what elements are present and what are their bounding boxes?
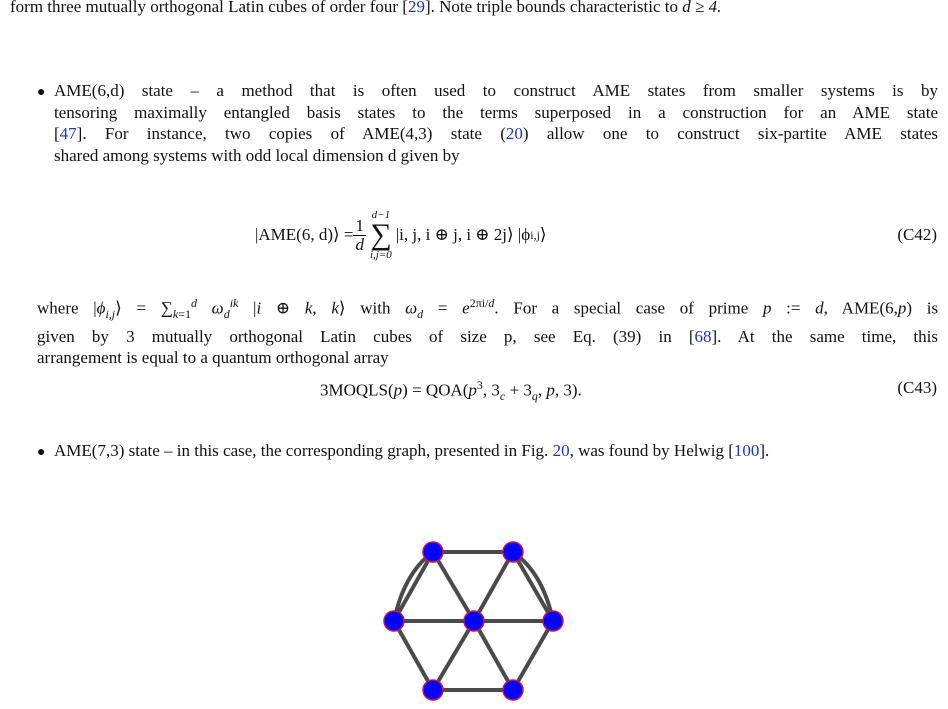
item-ame7: AME(7,3) state – in this case, the corresponding graph, presented in Fig. 20, was found by Helwig [100]. (54, 441, 770, 460)
top-line (10, 0, 721, 17)
graph-nodes (384, 542, 563, 700)
top-line-post: ]. Note triple bounds characteristic to (424, 0, 683, 16)
item-ame6-line3: [47]. For instance, two copies of AME(4,3) state (20) allow one to construct six-partite AME states (54, 124, 938, 143)
graph-node-left (384, 611, 404, 631)
citation-100[interactable]: 100 (733, 441, 760, 460)
equation-number-c42: (C42) (897, 225, 937, 244)
item-ame6 (54, 80, 938, 166)
citation-29[interactable]: 29 (407, 0, 425, 16)
equation-c43: 3MOQLS(p) = $QOA(p^3$, $3_c + 3_q$, p, 3). (320, 378, 582, 404)
graph-edge-curved (394, 552, 433, 621)
after-c42-line2: given by 3 mutually orthogonal Latin cubes of size p, see Eq. (39) in [68]. At the same time, this (37, 326, 938, 346)
graph-edge-curved (513, 552, 553, 621)
bullet-2: ● (37, 445, 46, 460)
graph-edge (474, 621, 513, 690)
graph-edge (394, 552, 433, 621)
bullet-1: ● (37, 85, 46, 100)
graph-node-top-left (423, 542, 443, 562)
equation-c42: |AME(6, d)⟩ = $\frac{1}{d}$ d−1 ∑ i,j=0 |i, j, i ⊕ j, i ⊕ 2j⟩ |ϕ i,j ⟩ (255, 209, 547, 261)
after-c42-line1: where $|\phi_{i,j}⟩ = \sum_{k=1}^d$ $\omega_d^{ik}$ |i ⊕ k, k⟩ with $\omega_d = e^{2\pi i/d}$. For a special case of prime p := d, AME(6,p) is (37, 296, 939, 322)
top-line-tail: d ≥ 4. (682, 0, 722, 16)
graph-edge (433, 621, 474, 690)
eq-ref-20[interactable]: 20 (505, 124, 523, 143)
eq-c42-rhs: |i, j, i ⊕ j, i ⊕ 2j⟩ |ϕ (395, 225, 531, 244)
equation-number-c43: (C43) (897, 378, 937, 397)
graph-node-right (543, 611, 563, 631)
graph-edges (394, 552, 553, 690)
item-ame6-line4: shared among systems with odd local dimension d given by (54, 145, 460, 165)
graph-edge (394, 621, 433, 690)
graph-edge (513, 621, 553, 690)
eq-c42-fraction: $\frac{1}{d}$ (355, 215, 364, 254)
citation-68[interactable]: 68 (694, 326, 712, 346)
graph-node-bottom-right (503, 680, 523, 700)
top-line-pre: form three mutually orthogonal Latin cubes of order four [ (10, 0, 408, 16)
figure-ref-20[interactable]: 20 (552, 441, 570, 460)
graph-node-bottom-left (423, 680, 443, 700)
graph-edge (433, 552, 474, 621)
graph-edge (474, 552, 513, 621)
graph-edge (513, 552, 553, 621)
after-c42-text (37, 293, 938, 369)
after-c42-line3: arrangement is equal to a quantum orthogonal array (37, 348, 389, 368)
eq-c42-summation: d−1 ∑ i,j=0 (369, 209, 392, 261)
eq-c42-lhs: |AME(6, d)⟩ = (255, 225, 354, 244)
citation-47[interactable]: 47 (59, 124, 77, 143)
item-ame6-line2: tensoring maximally entangled basis states to the terms superposed in a construction for an AME state (54, 102, 938, 122)
item-ame6-line1: AME(6,d) state – a method that is often used to construct AME states from smaller systems is by (54, 81, 938, 100)
graph-node-top-right (503, 542, 523, 562)
graph-node-center (464, 611, 484, 631)
